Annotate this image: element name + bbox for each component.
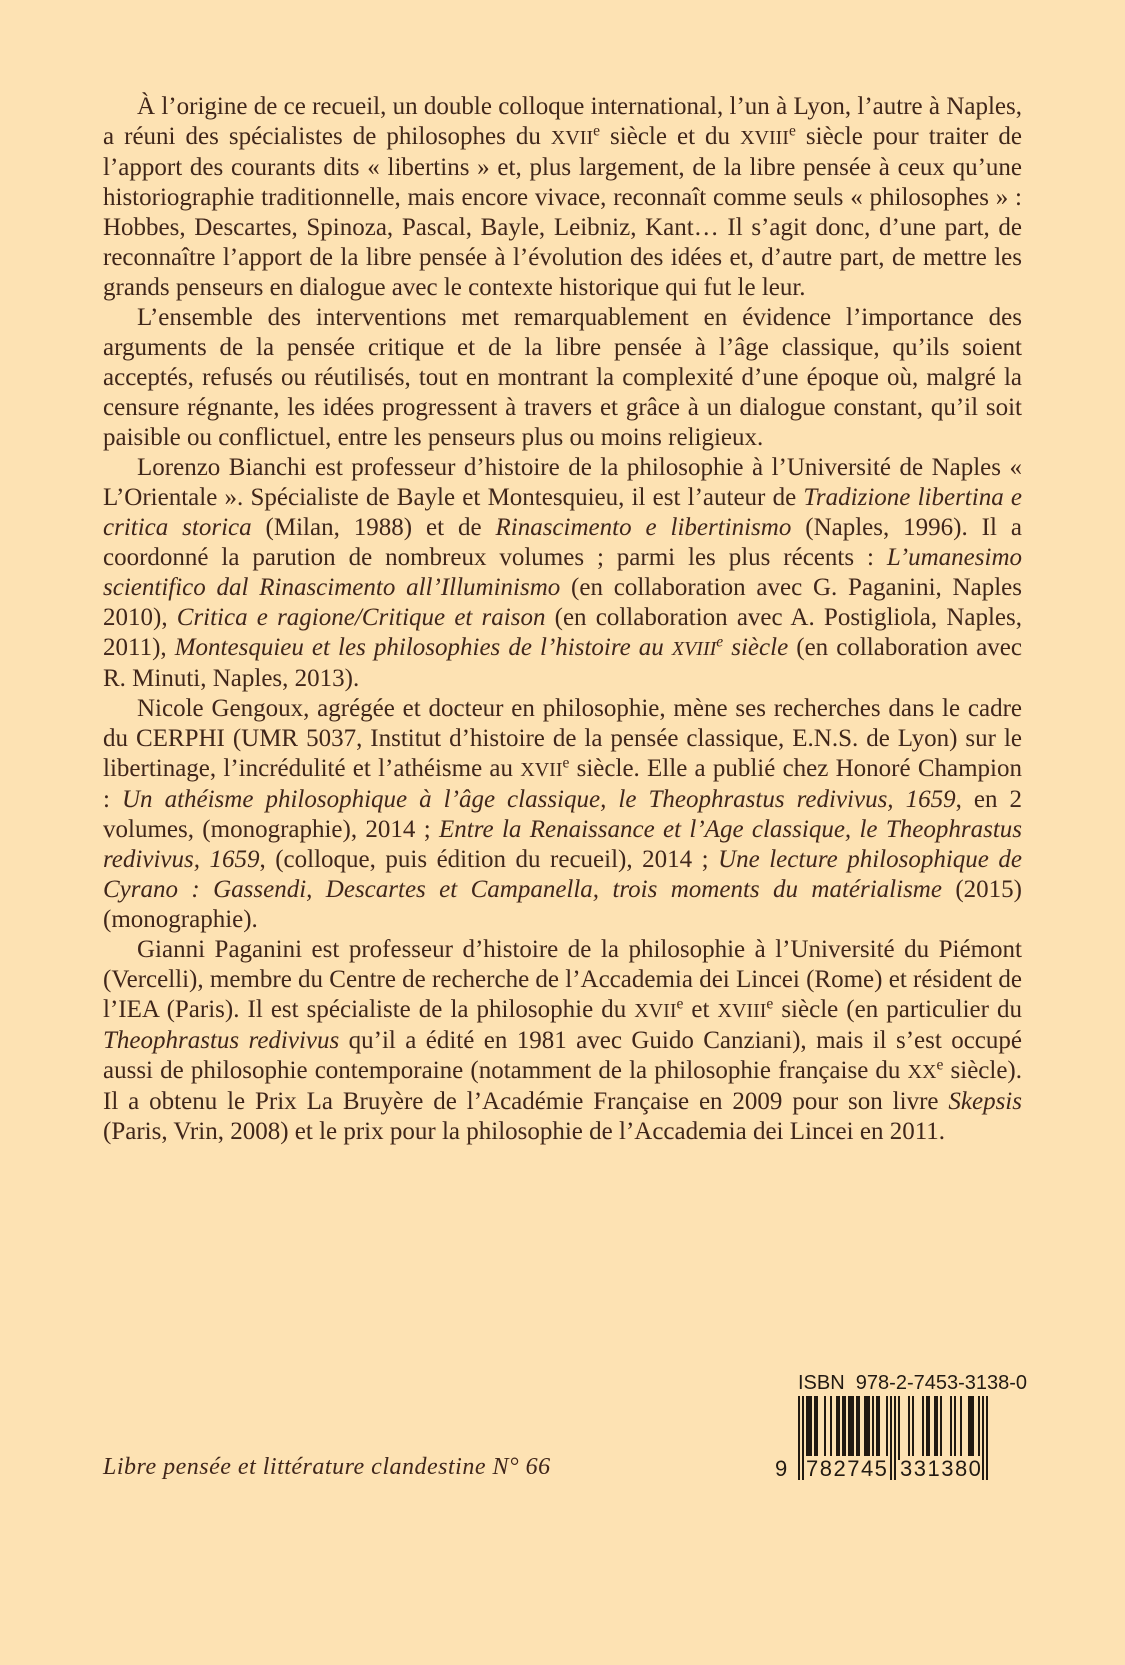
ean-digits-group1: 782745 <box>806 1456 889 1481</box>
ean-digit-first: 9 <box>775 1456 789 1481</box>
paragraph-intro: À l’origine de ce recueil, un double colloque international, l’un à Lyon, l’autre à Naples, a réuni des spécialistes de philosophes du XVIIe siècle et du XVIIIe siècle pour traiter de l’apport des courants dits « libertins » et, plus largement, de la libre pensée à ceux qu’une historiographie traditionnelle, mais encore vivace, reconnaît comme seuls « philosophes » : Hobbes, Descartes, Spinoza, Pascal, Bayle, Leibniz, Kant… Il s’agit donc, d’une part, de reconnaître l’apport de la libre pensée à l’évolution des idées et, d’autre part, de mettre les grands penseurs en dialogue avec le contexte historique qui fut le leur. <box>103 93 1022 301</box>
back-cover-text <box>103 92 1022 1147</box>
ean-digits-group2: 331380 <box>900 1456 983 1481</box>
isbn-block <box>775 1372 1028 1486</box>
paragraph-bio-paganini: Gianni Paganini est professeur d’histoire de la philosophie à l’Université du Piémont (Vercelli), membre du Centre de recherche de l’Accademia dei Lincei (Rome) et résident de l’IEA (Paris). Il est spécialiste de la philosophie du XVIIe et XVIIIe siècle (en particulier du Theophrastus redivivus qu’il a édité en 1981 avec Guido Canziani), mais il s’est occupé aussi de philosophie contemporaine (notamment de la philosophie française du XXe siècle). Il a obtenu le Prix La Bruyère de l’Académie Française en 2009 pour son livre Skepsis (Paris, Vrin, 2008) et le prix pour la philosophie de l’Accademia dei Lincei en 2011. <box>103 936 1023 1145</box>
paragraph-bio-gengoux: Nicole Gengoux, agrégée et docteur en philosophie, mène ses recherches dans le cadre du CERPHI (UMR 5037, Institut d’histoire de la pensée classique, E.N.S. de Lyon) sur le libertinage, l’incrédulité et l’athéisme au XVIIe siècle. Elle a publié chez Honoré Champion : Un athéisme philosophique à l’âge classique, le Theophrastus redivivus, 1659, en 2 volumes, (monographie), 2014 ; Entre la Renaissance et l’Age classique, le Theophrastus redivivus, 1659, (colloque, puis édition du recueil), 2014 ; Une lecture philosophique de Cyrano : Gassendi, Descartes et Campanella, trois moments du matérialisme (2015) (monographie). <box>103 695 1022 933</box>
series-title: Libre pensée et littérature clandestine N° 66 <box>103 1454 551 1480</box>
paragraph-summary: L’ensemble des interventions met remarquablement en évidence l’importance des arguments de la pensée critique et de la libre pensée à l’âge classique, qu’ils soient acceptés, refusés ou réutilisés, tout en montrant la complexité d’une époque où, malgré la censure régnante, les idées progressent à travers et grâce à un dialogue constant, qu’il soit paisible ou conflictuel, entre les penseurs plus ou moins religieux. <box>103 304 1022 451</box>
paragraph-bio-bianchi: Lorenzo Bianchi est professeur d’histoire de la philosophie à l’Université de Naples « L’Orientale ». Spécialiste de Bayle et Montesquieu, il est l’auteur de Tradizione libertina e critica storica (Milan, 1988) et de Rinascimento e libertinismo (Naples, 1996). Il a coordonné la parution de nombreux volumes ; parmi les plus récents : L’umanesimo scientifico dal Rinascimento all’Illuminismo (en collaboration avec G. Paganini, Naples 2010), Critica e ragione/Critique et raison (en collaboration avec A. Postigliola, Naples, 2011), Montesquieu et les philosophies de l’histoire au XVIIIe siècle (en collaboration avec R. Minuti, Naples, 2013). <box>103 454 1022 692</box>
isbn-label: ISBN 978-2-7453-3138-0 <box>798 1372 1028 1394</box>
